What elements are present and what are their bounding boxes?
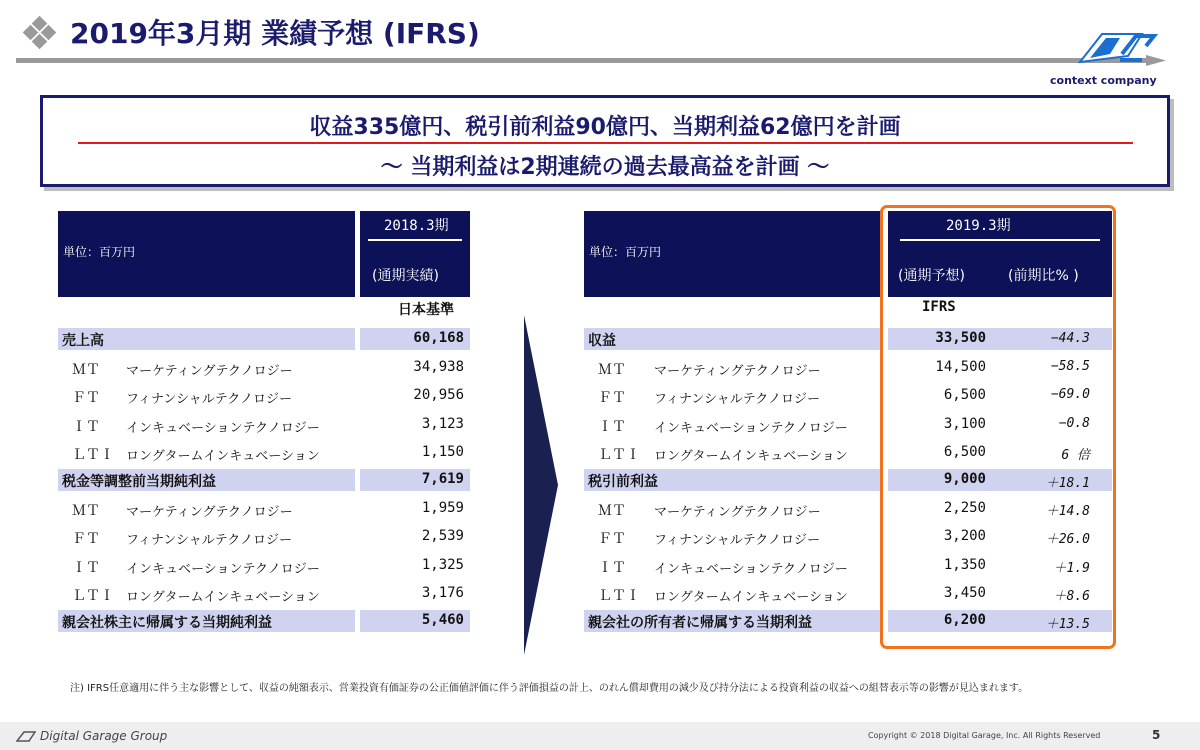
right-row-value: 1,350 [943, 556, 986, 573]
left-row-value: 1,959 [421, 500, 464, 517]
title-underline-arrow [16, 55, 1166, 66]
arrow-right-icon [520, 315, 560, 655]
left-row-value: 34,938 [413, 359, 464, 376]
logo-caption: context company [1050, 74, 1157, 87]
right-row-yoy: −69.0 [1050, 387, 1090, 403]
right-period: 2019.3期 [946, 218, 1011, 234]
right-row-yoy: −0.8 [1058, 415, 1090, 431]
left-row-code: ＬＴＩ [72, 446, 114, 463]
left-row-label: 売上高 [62, 333, 104, 349]
right-row-value: 6,500 [943, 443, 986, 460]
headline-divider [78, 142, 1133, 144]
right-row-code: ＬＴＩ [598, 587, 640, 604]
right-row-label: 収益 [588, 333, 616, 349]
left-row-value: 5,460 [421, 612, 464, 628]
headline-box [40, 95, 1170, 187]
right-row-label: 親会社の所有者に帰属する当期利益 [588, 615, 812, 631]
right-row-label: ロングタームインキュベーション [654, 589, 848, 605]
left-row-value: 3,176 [421, 584, 464, 601]
right-row-label-bg [584, 328, 883, 350]
left-table-header-unit [58, 211, 355, 297]
diamond-bullet-icon [20, 14, 60, 54]
right-row-value: 9,000 [943, 471, 986, 487]
left-row-label: 税金等調整前当期純利益 [62, 474, 216, 490]
left-period-sub: (通期実績) [372, 268, 439, 284]
left-basis: 日本基準 [398, 302, 454, 318]
right-row-value: 6,500 [943, 387, 986, 404]
right-table-header-unit [584, 211, 883, 297]
right-unit-label: 単位：百万円 [589, 245, 662, 259]
footer-brand: Digital Garage Group [40, 729, 168, 743]
right-row-yoy: ＋26.0 [1045, 532, 1090, 548]
right-row-value: 14,500 [935, 359, 986, 376]
left-row-label: ロングタームインキュベーション [126, 589, 320, 605]
left-unit-label: 単位：百万円 [63, 245, 136, 259]
right-row-label: ロングタームインキュベーション [654, 448, 848, 464]
left-row-value: 3,123 [421, 415, 464, 432]
left-period-rule [368, 239, 462, 241]
right-row-label: インキュベーションテクノロジー [654, 561, 848, 577]
right-row-code: ＦＴ [598, 531, 626, 548]
forecast-header: (通期予想) [898, 268, 965, 284]
right-row-code: ＩＴ [598, 559, 626, 576]
right-row-yoy: −58.5 [1050, 359, 1090, 375]
page-number: 5 [1152, 728, 1161, 742]
right-row-code: ＭＴ [598, 503, 626, 520]
footer-logo-icon [16, 731, 36, 743]
right-row-yoy: ＋1.9 [1053, 560, 1090, 576]
left-row-label: ロングタームインキュベーション [126, 448, 320, 464]
left-row-label: フィナンシャルテクノロジー [126, 533, 292, 549]
right-row-code: ＭＴ [598, 362, 626, 379]
right-row-label: マーケティングテクノロジー [654, 364, 821, 380]
left-row-code: ＭＴ [72, 362, 100, 379]
forecast-highlight-frame [880, 205, 1116, 649]
right-row-value: 6,200 [943, 612, 986, 628]
right-row-value: 3,450 [943, 584, 986, 601]
left-row-value: 20,956 [413, 387, 464, 404]
right-row-code: ＦＴ [598, 390, 626, 407]
right-row-label: 税引前利益 [588, 474, 658, 490]
right-row-label: フィナンシャルテクノロジー [654, 533, 820, 549]
right-row-yoy: −44.3 [1050, 331, 1090, 346]
page-title: 2019年3月期 業績予想 (IFRS) [70, 17, 480, 50]
right-row-yoy: 6 倍 [1061, 447, 1090, 463]
right-row-value: 2,250 [943, 500, 986, 517]
headline-line2: 〜 当期利益は2期連続の過去最高益を計画 〜 [380, 155, 830, 180]
right-row-label: フィナンシャルテクノロジー [654, 392, 820, 408]
left-row-label: フィナンシャルテクノロジー [126, 392, 292, 408]
left-period: 2018.3期 [384, 218, 449, 234]
left-row-value: 7,619 [421, 471, 464, 487]
left-row-code: ＬＴＩ [72, 587, 114, 604]
left-row-label: マーケティングテクノロジー [126, 505, 293, 521]
copyright: Copyright © 2018 Digital Garage, Inc. All Rights Reserved [868, 731, 1101, 740]
right-row-yoy: ＋18.1 [1045, 476, 1090, 491]
left-row-code: ＭＴ [72, 503, 100, 520]
right-row-yoy: ＋8.6 [1053, 588, 1090, 604]
left-table-header-period [360, 211, 470, 297]
right-row-label: インキュベーションテクノロジー [654, 420, 848, 436]
yoy-header: (前期比% ) [1008, 268, 1079, 284]
left-row-value: 1,150 [421, 443, 464, 460]
right-row-value: 3,200 [943, 528, 986, 545]
right-row-yoy: ＋13.5 [1045, 617, 1090, 632]
left-row-code: ＩＴ [72, 418, 100, 435]
right-row-yoy: ＋14.8 [1045, 504, 1090, 520]
left-row-value: 1,325 [421, 556, 464, 573]
right-row-code: ＬＴＩ [598, 446, 640, 463]
left-row-label: マーケティングテクノロジー [126, 364, 293, 380]
right-row-value: 3,100 [943, 415, 986, 432]
left-row-label: インキュベーションテクノロジー [126, 420, 320, 436]
left-row-value: 2,539 [421, 528, 464, 545]
left-row-value: 60,168 [413, 330, 464, 346]
headline-line1: 収益335億円、税引前利益90億円、当期利益62億円を計画 [309, 115, 901, 140]
right-row-label: マーケティングテクノロジー [654, 505, 821, 521]
left-row-label: インキュベーションテクノロジー [126, 561, 320, 577]
left-row-code: ＩＴ [72, 559, 100, 576]
footnote: 注) IFRS任意適用に伴う主な影響として、収益の純額表示、営業投資有価証券の公正価値評価に伴う評価損益の計上、のれん償却費用の減少及び持分法による投資利益の収益への組替表示等の影響が見込まれます。 [70, 683, 1029, 694]
left-row-code: ＦＴ [72, 390, 100, 407]
right-row-code: ＩＴ [598, 418, 626, 435]
left-row-label: 親会社株主に帰属する当期純利益 [62, 615, 272, 631]
right-row-value: 33,500 [935, 330, 986, 346]
right-basis: IFRS [922, 299, 956, 315]
left-row-code: ＦＴ [72, 531, 100, 548]
